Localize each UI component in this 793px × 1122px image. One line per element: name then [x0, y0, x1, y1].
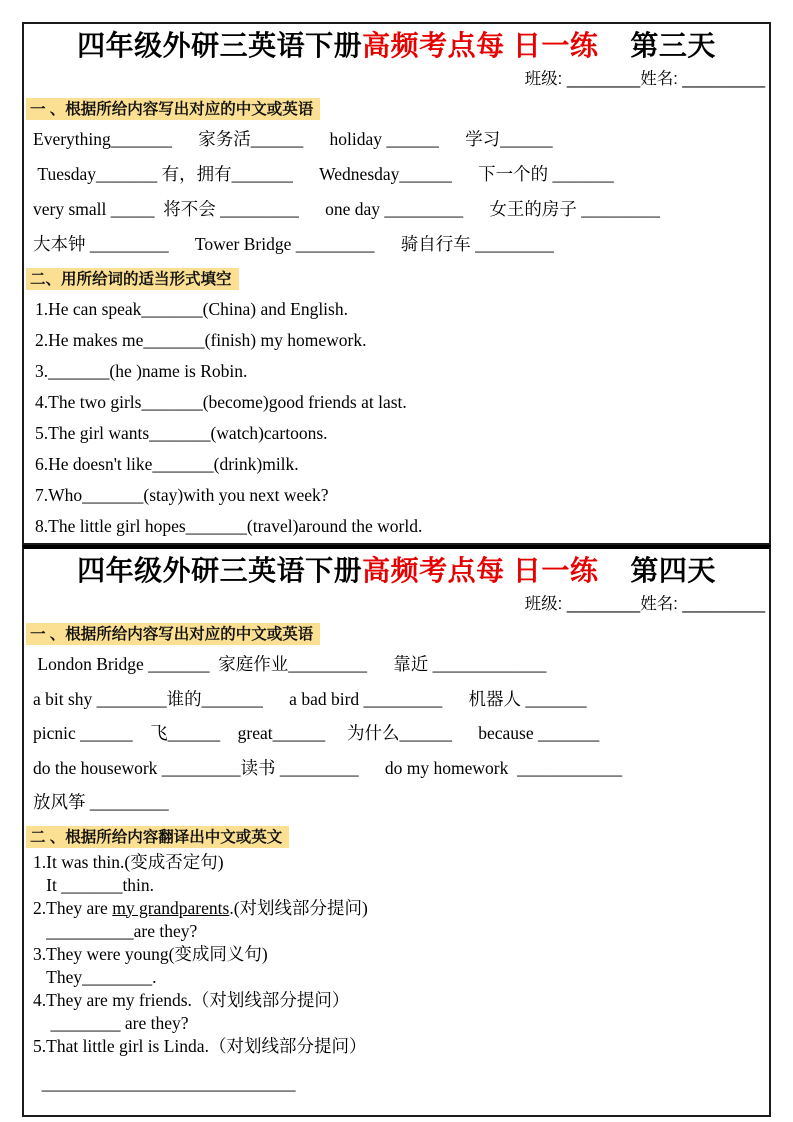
vocab-line: 大本钟 _________ Tower Bridge _________ 骑自行车 _________ [33, 234, 554, 254]
fill-in-item: 1.He can speak_______(China) and English. [35, 299, 348, 319]
section2-heading: 二 、根据所给内容翻译出中文或英文 [26, 826, 289, 848]
page-title-day4 [24, 555, 769, 587]
vocab-line: a bit shy ________谁的_______ a bad bird _________ 机器人 _______ [33, 688, 587, 709]
sentence-text: 2.They are [33, 897, 113, 918]
title-black: 四年级外研三英语下册 [77, 555, 363, 586]
section2-heading-row [24, 826, 769, 848]
translate-items-day4 [24, 851, 769, 1095]
fill-in-item: 6.He doesn't like_______(drink)milk. [35, 454, 299, 474]
section2-heading-row [24, 268, 769, 290]
answer-blank-line: __________are they? [33, 920, 198, 941]
vocab-list-day4 [24, 647, 769, 820]
vocab-line: Everything_______ 家务活______ holiday ______ 学习______ [33, 129, 553, 149]
fill-in-items-day3 [24, 294, 769, 542]
answer-blank-line: It _______thin. [33, 874, 155, 895]
section1-heading-row [24, 623, 769, 645]
sentence-text: 1.It was thin.(变成否定句) [33, 851, 224, 872]
vocab-line: 放风筝 _________ [33, 792, 169, 812]
vocab-list-day3 [24, 122, 769, 262]
vocab-line: Tuesday_______ 有，拥有_______ Wednesday______ 下一个的 _______ [33, 164, 614, 184]
sentence-text: 3.They were young(变成同义句) [33, 943, 268, 964]
fill-in-item: 2.He makes me_______(finish) my homework. [35, 330, 367, 350]
fill-in-item: 7.Who_______(stay)with you next week? [35, 485, 329, 505]
sentence-item [24, 851, 769, 874]
title-black: 四年级外研三英语下册 [77, 30, 363, 61]
class-name-line: 班级: ________姓名: _________ [524, 70, 765, 88]
worksheet-day4 [22, 545, 771, 1117]
title-day-label: 第四天 [630, 555, 716, 586]
sentence-item [24, 989, 769, 1012]
worksheet-day3 [22, 22, 771, 545]
section1-heading: 一 、根据所给内容写出对应的中文或英语 [26, 98, 320, 120]
page-title-day3 [24, 30, 769, 62]
answer-blank-line: ________ are they? [33, 1012, 189, 1033]
title-day-label: 第三天 [630, 30, 716, 61]
section1-heading-row [24, 98, 769, 120]
vocab-line: do the housework _________读书 _________ do my homework ____________ [33, 757, 623, 778]
sentence-item [24, 1035, 769, 1058]
vocab-line: very small _____ 将不会 _________ one day _________ 女王的房子 _________ [33, 199, 661, 219]
vocab-line: picnic ______ 飞______ great______ 为什么______ because _______ [33, 723, 600, 743]
fill-in-item: 8.The little girl hopes_______(travel)around the world. [35, 516, 423, 536]
sentence-text: .(对划线部分提问) [229, 897, 368, 918]
fill-in-item: 4.The two girls_______(become)good friends at last. [35, 392, 407, 412]
sentence-item [24, 897, 769, 920]
class-name-line: 班级: ________姓名: _________ [524, 595, 765, 613]
sentence-text: 4.They are my friends.（对划线部分提问） [33, 989, 350, 1010]
answer-blank-line: _____________________________ [33, 1072, 296, 1093]
sentence-text: 5.That little girl is Linda.（对划线部分提问） [33, 1035, 367, 1056]
fill-in-item: 3._______(he )name is Robin. [35, 361, 248, 381]
title-red-highlight: 高频考点每 日一练 [362, 555, 599, 586]
answer-blank-line: They________. [33, 966, 157, 987]
title-red-highlight: 高频考点每 日一练 [362, 30, 599, 61]
underlined-part: my grandparents [112, 897, 230, 918]
section1-heading: 一 、根据所给内容写出对应的中文或英语 [26, 623, 320, 645]
vocab-line: London Bridge _______ 家庭作业_________ 靠近 _____________ [33, 654, 547, 674]
fill-in-item: 5.The girl wants_______(watch)cartoons. [35, 423, 328, 443]
sentence-item [24, 943, 769, 966]
section2-heading: 二、用所给词的适当形式填空 [26, 268, 239, 290]
